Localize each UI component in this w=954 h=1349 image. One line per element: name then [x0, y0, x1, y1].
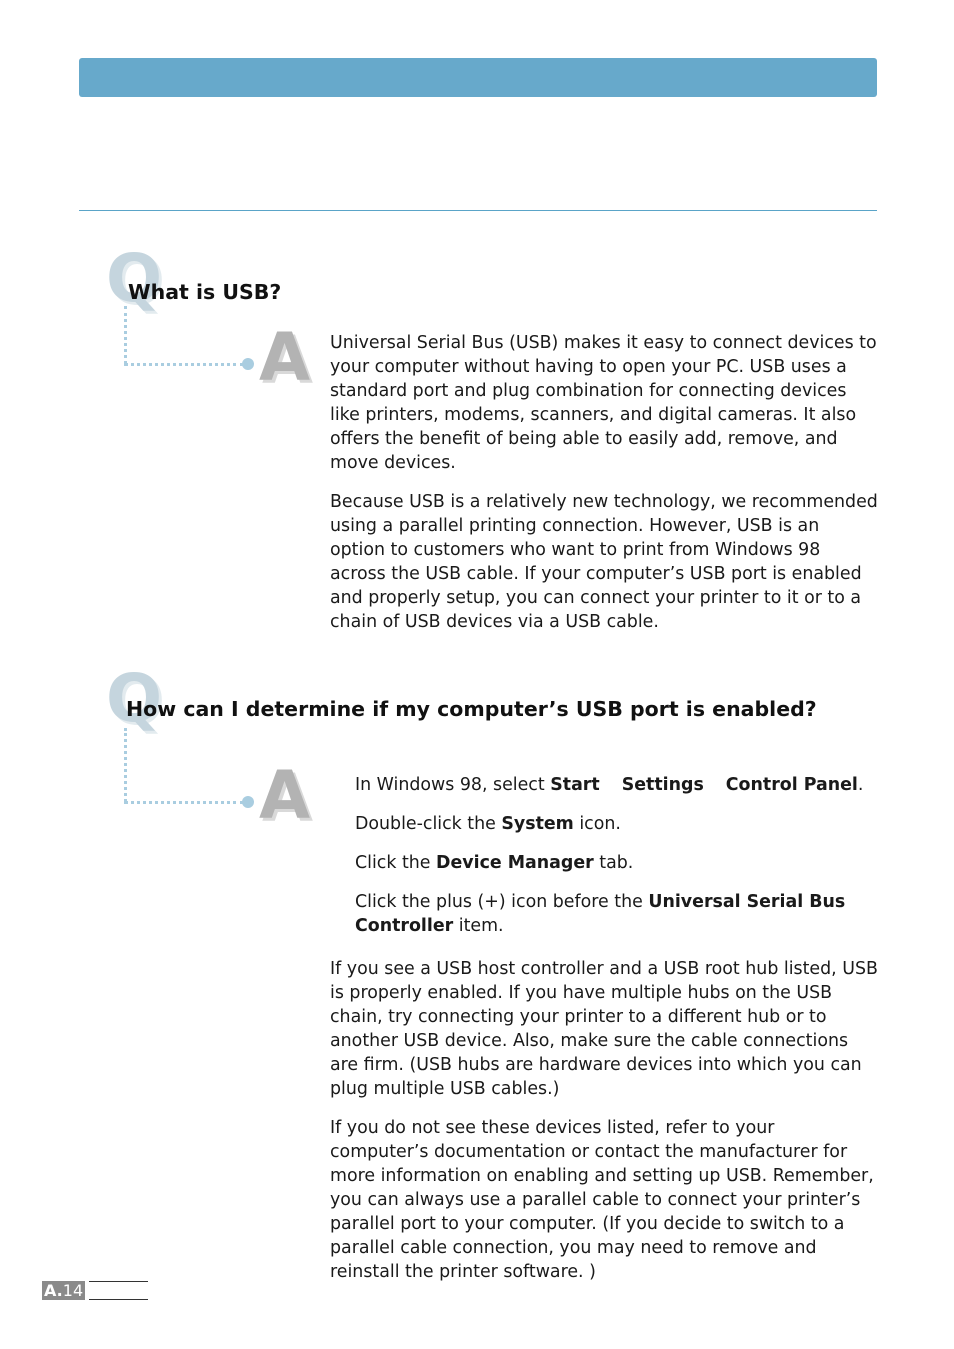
step-item: In Windows 98, select Start Settings Control Panel.	[355, 775, 864, 795]
answer-paragraph: Because USB is a relatively new technology, we recommended using a parallel printing connection. However, USB is an option to customers who want to print from Windows 98 across the USB cable. If your computer’s USB port is enabled and properly setup, you can connect your printer to it or to a chain of USB devices via a USB cable.	[330, 492, 878, 632]
page-number-badge: A.14	[44, 1281, 84, 1300]
answer-body	[330, 331, 878, 649]
answer-paragraph: If you do not see these devices listed, refer to your computer’s documentation or contact the manufacturer for more information on enabling and setting up USB. Remember, you can always use a parallel cable to connect your printer’s parallel port to your computer. (If you decide to switch to a parallel cable connection, you may need to remove and reinstall the printer software. )	[330, 1118, 874, 1282]
answer-marker-a: A	[259, 319, 311, 396]
step-item: Click the Device Manager tab.	[355, 853, 634, 873]
answer-marker-a: A	[259, 757, 311, 834]
header-bar	[79, 58, 877, 97]
connector-end-dot	[242, 358, 254, 370]
answer-body	[330, 957, 878, 1299]
connector-horizontal	[124, 363, 244, 366]
page-footer	[42, 1281, 148, 1300]
connector-vertical	[124, 728, 127, 802]
instruction-steps	[355, 773, 875, 953]
connector-end-dot	[242, 796, 254, 808]
answer-paragraph: If you see a USB host controller and a USB root hub listed, USB is properly enabled. If you have multiple hubs on the USB chain, try connecting your printer to a different hub or to another USB device. Also, make sure the cable connections are firm. (USB hubs are hardware devices into which you can plug multiple USB cables.)	[330, 959, 878, 1099]
question-heading: What is USB?	[128, 280, 282, 304]
step-item: Click the plus (+) icon before the Universal Serial Bus Controller item.	[355, 892, 846, 936]
answer-paragraph: Universal Serial Bus (USB) makes it easy to connect devices to your computer without having to open your PC. USB uses a standard port and plug combination for connecting devices like printers, modems, scanners, and digital cameras. It also offers the benefit of being able to easily add, remove, and move devices.	[330, 333, 877, 473]
question-heading: How can I determine if my computer’s USB port is enabled?	[126, 697, 817, 721]
connector-vertical	[124, 306, 127, 364]
footer-rule	[89, 1281, 148, 1300]
header-rule	[79, 210, 877, 211]
question-marker-q: Q	[106, 660, 163, 737]
question-marker-q: Q	[106, 240, 163, 317]
step-item: Double-click the System icon.	[355, 814, 621, 834]
connector-horizontal	[124, 801, 244, 804]
